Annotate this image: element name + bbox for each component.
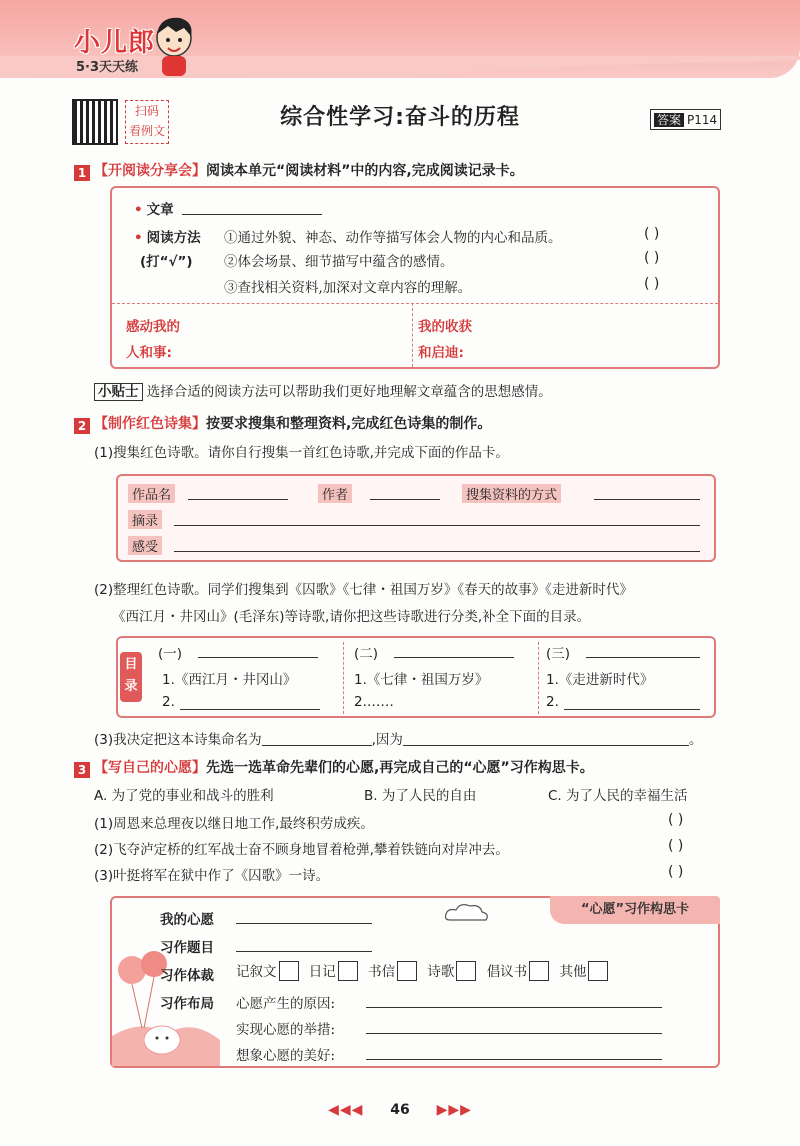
brand-logo: 小儿郎 bbox=[74, 28, 156, 58]
work-name-blank[interactable] bbox=[188, 486, 288, 500]
s3-q3: (3)叶挺将军在狱中作了《囚歌》一诗。 bbox=[94, 868, 330, 884]
toc-3-item-2-blank[interactable] bbox=[564, 696, 700, 710]
card-divider-v bbox=[412, 303, 413, 367]
article-blank[interactable] bbox=[182, 201, 322, 215]
method-3-answer[interactable]: ( ) bbox=[644, 276, 660, 292]
work-feeling-label: 感受 bbox=[128, 536, 162, 555]
method-1: ①通过外貌、神态、动作等描写体会人物的内心和品质。 bbox=[224, 230, 562, 246]
layout-imagine-blank[interactable] bbox=[366, 1046, 662, 1060]
method-label: • 阅读方法 bbox=[134, 226, 201, 246]
scan-label[interactable]: 扫码 看例文 bbox=[125, 100, 169, 144]
genre-options: 记叙文 日记 书信 诗歌 倡议书 其他 bbox=[236, 960, 614, 981]
work-method-label: 搜集资料的方式 bbox=[462, 484, 561, 503]
toc-divider-1 bbox=[343, 642, 344, 714]
work-feeling-blank[interactable] bbox=[174, 538, 700, 552]
reading-record-card bbox=[110, 186, 720, 369]
anthology-name-blank[interactable] bbox=[262, 732, 372, 746]
genre-checkbox-poem[interactable] bbox=[456, 961, 476, 981]
toc-1-item-2: 2. bbox=[162, 694, 175, 710]
toc-card bbox=[116, 636, 716, 718]
section-2-heading: 2 【制作红色诗集】按要求搜集和整理资料,完成红色诗集的制作。 bbox=[74, 413, 491, 434]
toc-head-1-blank[interactable] bbox=[198, 644, 318, 658]
wish-label: 我的心愿 bbox=[160, 912, 214, 928]
s3-q2-answer[interactable]: ( ) bbox=[668, 838, 684, 854]
gain-label-1: 我的收获 bbox=[418, 319, 472, 335]
layout-imagine: 想象心愿的美好: bbox=[236, 1048, 336, 1064]
layout-reason-blank[interactable] bbox=[366, 994, 662, 1008]
s3-q2: (2)飞夺泸定桥的红军战士奋不顾身地冒着枪弹,攀着铁链向对岸冲去。 bbox=[94, 842, 509, 858]
option-c: C. 为了人民的幸福生活 bbox=[548, 788, 688, 804]
method-3: ③查找相关资料,加深对文章内容的理解。 bbox=[224, 280, 472, 296]
work-excerpt-blank[interactable] bbox=[174, 512, 700, 526]
page-title: 综合性学习:奋斗的历程 bbox=[280, 105, 520, 130]
touch-label-1: 感动我的 bbox=[126, 319, 180, 335]
toc-1-item-1: 1.《西江月・井冈山》 bbox=[162, 672, 297, 688]
wish-card bbox=[110, 896, 720, 1068]
page-footer bbox=[0, 1102, 800, 1118]
answer-ref: 答案 P114 bbox=[650, 109, 721, 130]
section-1-heading: 1 【开阅读分享会】阅读本单元“阅读材料”中的内容,完成阅读记录卡。 bbox=[74, 160, 524, 181]
prev-arrows-icon: ◀◀◀ bbox=[328, 1102, 364, 1118]
method-2: ②体会场景、细节描写中蕴含的感情。 bbox=[224, 254, 454, 270]
s2-q2-line1: (2)整理红色诗歌。同学们搜集到《囚歌》《七律・祖国万岁》《春天的故事》《走进新时代》 bbox=[94, 582, 633, 598]
toc-head-1: (一) bbox=[158, 646, 183, 662]
layout-action: 实现心愿的举措: bbox=[236, 1022, 336, 1038]
mascot-icon bbox=[150, 14, 198, 78]
genre-checkbox-diary[interactable] bbox=[338, 961, 358, 981]
tip-text: 选择合适的阅读方法可以帮助我们更好地理解文章蕴含的思想感情。 bbox=[146, 384, 552, 400]
toc-2-item-2: 2.…… bbox=[354, 694, 394, 710]
toc-1-item-2-blank[interactable] bbox=[180, 696, 320, 710]
genre-checkbox-other[interactable] bbox=[588, 961, 608, 981]
anthology-reason-blank[interactable] bbox=[403, 732, 689, 746]
cloud-icon bbox=[442, 902, 492, 924]
work-author-blank[interactable] bbox=[370, 486, 440, 500]
toc-head-3: (三) bbox=[546, 646, 571, 662]
genre-checkbox-proposal[interactable] bbox=[529, 961, 549, 981]
s3-q3-answer[interactable]: ( ) bbox=[668, 864, 684, 880]
work-card bbox=[116, 474, 716, 562]
tip bbox=[94, 380, 552, 400]
section-3-heading: 3 【写自己的心愿】先选一选革命先辈们的心愿,再完成自己的“心愿”习作构思卡。 bbox=[74, 757, 594, 778]
next-arrows-icon: ▶▶▶ bbox=[436, 1102, 472, 1118]
layout-label: 习作布局 bbox=[160, 996, 214, 1012]
toc-2-item-1: 1.《七律・祖国万岁》 bbox=[354, 672, 489, 688]
toc-head-3-blank[interactable] bbox=[586, 644, 700, 658]
tip-label: 小贴士 bbox=[94, 383, 143, 401]
s2-q1: (1)搜集红色诗歌。请你自行搜集一首红色诗歌,并完成下面的作品卡。 bbox=[94, 445, 509, 461]
toc-3-item-1: 1.《走进新时代》 bbox=[546, 672, 654, 688]
method-2-answer[interactable]: ( ) bbox=[644, 250, 660, 266]
wish-card-title: “心愿”习作构思卡 bbox=[550, 896, 720, 924]
option-a: A. 为了党的事业和战斗的胜利 bbox=[94, 788, 274, 804]
toc-label: 目录 bbox=[120, 652, 142, 702]
article-label: • 文章 bbox=[134, 198, 174, 218]
s2-q2-line2: 《西江月・井冈山》(毛泽东)等诗歌,请你把这些诗歌进行分类,补全下面的目录。 bbox=[112, 609, 591, 625]
s3-q1: (1)周恩来总理夜以继日地工作,最终积劳成疾。 bbox=[94, 816, 374, 832]
toc-3-item-2: 2. bbox=[546, 694, 559, 710]
work-name-label: 作品名 bbox=[128, 484, 175, 503]
layout-action-blank[interactable] bbox=[366, 1020, 662, 1034]
option-b: B. 为了人民的自由 bbox=[364, 788, 477, 804]
s3-q1-answer[interactable]: ( ) bbox=[668, 812, 684, 828]
card-divider bbox=[112, 303, 718, 304]
toc-divider-2 bbox=[538, 642, 539, 714]
genre-label: 习作体裁 bbox=[160, 968, 214, 984]
tick-label: (打“√”) bbox=[140, 254, 193, 270]
work-excerpt-label: 摘录 bbox=[128, 510, 162, 529]
topic-label: 习作题目 bbox=[160, 940, 214, 956]
method-1-answer[interactable]: ( ) bbox=[644, 226, 660, 242]
touch-label-2: 人和事: bbox=[126, 345, 172, 361]
toc-head-2-blank[interactable] bbox=[394, 644, 514, 658]
genre-checkbox-letter[interactable] bbox=[397, 961, 417, 981]
work-author-label: 作者 bbox=[318, 484, 352, 503]
brand-sub: 5·3天天练 bbox=[76, 60, 139, 75]
layout-reason: 心愿产生的原因: bbox=[236, 996, 336, 1012]
toc-head-2: (二) bbox=[354, 646, 379, 662]
gain-label-2: 和启迪: bbox=[418, 345, 464, 361]
page-number: 46 bbox=[390, 1102, 410, 1118]
topic-blank[interactable] bbox=[236, 938, 372, 952]
work-method-blank[interactable] bbox=[594, 486, 700, 500]
genre-checkbox-narrative[interactable] bbox=[279, 961, 299, 981]
s2-q3: (3)我决定把这本诗集命名为 ,因为 。 bbox=[94, 732, 703, 748]
wish-blank[interactable] bbox=[236, 910, 372, 924]
